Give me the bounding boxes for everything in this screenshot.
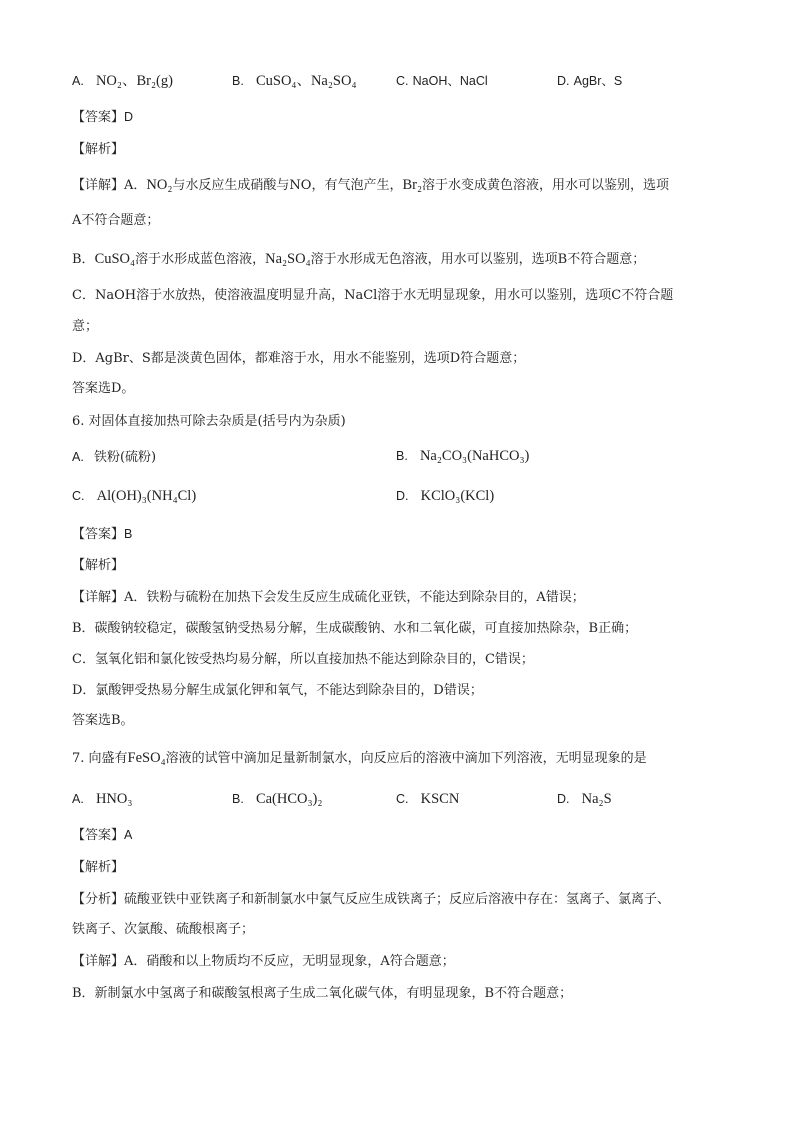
q6-option-b: B. Na₂CO₃(NaHCO₃) [396, 448, 530, 464]
q5-detail-b: B．CuSO₄溶于水形成蓝色溶液，Na₂SO₄溶于水形成无色溶液，用水可以鉴别，选项B不符合题意； [72, 251, 646, 267]
q6-answer: 【答案】B [72, 527, 133, 542]
q7-analysis-heading: 【解析】 [72, 860, 125, 875]
q5-detail-c: C．NaOH溶于水放热，使溶液温度明显升高，NaCl溶于水无明显现象，用水可以鉴别，选项C不符合题 [72, 288, 674, 303]
q7-detail-b: B．新制氯水中氢离子和碳酸氢根离子生成二氧化碳气体，有明显现象，B不符合题意； [72, 986, 573, 1001]
q5-detail-d: D．AgBr、S都是淡黄色固体，都难溶于水，用水不能鉴别，选项D符合题意； [72, 351, 526, 366]
q7-answer: 【答案】A [72, 828, 133, 843]
q6-detail-b: B．碳酸钠较稳定，碳酸氢钠受热易分解，生成碳酸钠、水和二氧化碳，可直接加热除杂，B正确； [72, 621, 638, 636]
q5-detail-a: 【详解】A．NO₂与水反应生成硝酸与NO，有气泡产生，Br₂溶于水变成黄色溶液，用水可以鉴别，选项 [72, 177, 670, 193]
q7-fenxi-cont: 铁离子、次氯酸、硫酸根离子； [72, 922, 255, 937]
q6-conclusion: 答案选B。 [72, 713, 134, 728]
q5-option-d: D. AgBr、S [557, 74, 623, 88]
q7-fenxi: 【分析】硫酸亚铁中亚铁离子和新制氯水中氯气反应生成铁离子；反应后溶液中存在：氢离子、氯离子、 [72, 892, 671, 907]
q7-option-d: D. Na₂S [557, 791, 612, 807]
q5-option-c: C. NaOH、NaCl [396, 74, 488, 88]
q7-option-c: C. KSCN [396, 791, 460, 807]
q6-option-a: A. 铁粉(硫粉) [72, 450, 157, 465]
q5-answer: 【答案】D [72, 110, 134, 125]
q5-option-b: B. CuSO₄、Na₂SO₄ [232, 73, 357, 89]
q6-option-c: C. Al(OH)₃(NH₄Cl) [72, 488, 197, 504]
q5-detail-c-cont: 意； [72, 319, 99, 334]
q5-conclusion: 答案选D。 [72, 381, 135, 396]
q7-stem: 7. 向盛有FeSO₄溶液的试管中滴加足量新制氯水，向反应后的溶液中滴加下列溶液，无明显现象的是 [72, 750, 647, 766]
q6-detail-a: 【详解】A．铁粉与硫粉在加热下会发生反应生成硫化亚铁，不能达到除杂目的，A错误； [72, 590, 585, 605]
q7-option-a: A. HNO₃ [72, 791, 133, 807]
q5-analysis-heading: 【解析】 [72, 142, 125, 157]
q5-detail-a-cont: A不符合题意； [72, 213, 160, 228]
q6-stem: 6. 对固体直接加热可除去杂质是(括号内为杂质) [72, 414, 346, 429]
q7-option-b: B. Ca(HCO₃)₂ [232, 791, 323, 807]
q6-detail-d: D．氯酸钾受热易分解生成氯化钾和氧气，不能达到除杂目的，D错误； [72, 683, 483, 698]
q6-analysis-heading: 【解析】 [72, 558, 125, 573]
q7-detail-a: 【详解】A．硝酸和以上物质均不反应，无明显现象，A符合题意； [72, 954, 455, 969]
q6-option-d: D. KClO₃(KCl) [396, 488, 495, 504]
q5-option-a: A. NO₂、Br₂(g) [72, 73, 173, 89]
q6-detail-c: C．氢氧化铝和氯化铵受热均易分解，所以直接加热不能达到除杂目的，C错误； [72, 652, 534, 667]
